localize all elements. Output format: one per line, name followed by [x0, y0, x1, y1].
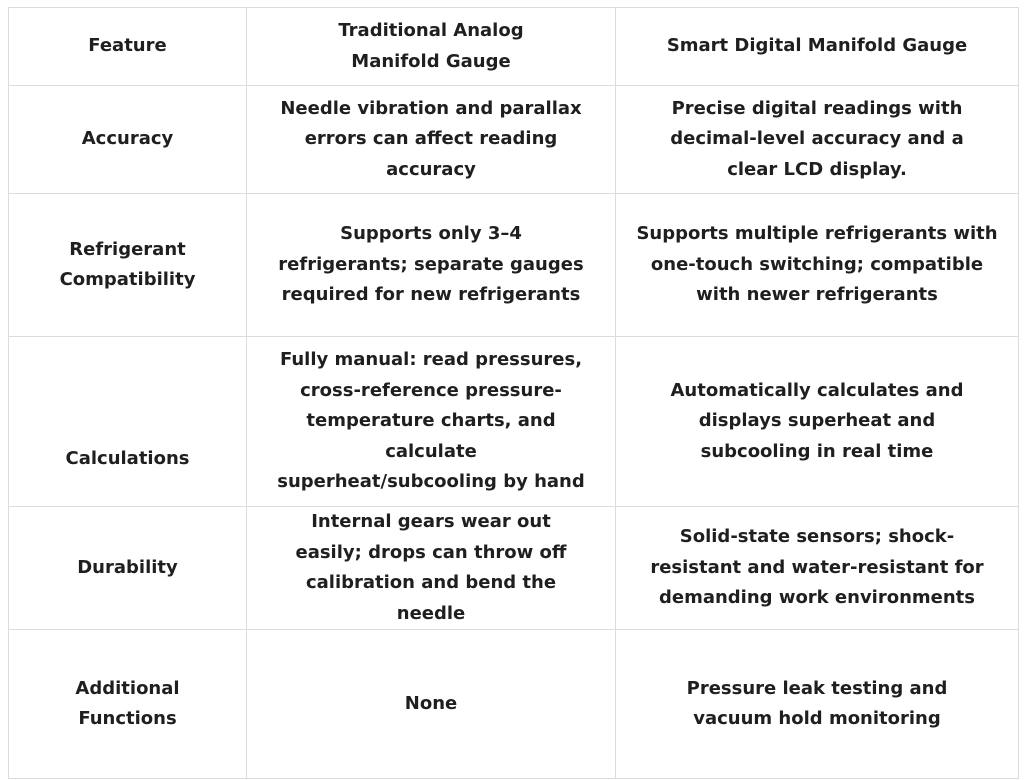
row-feature-label: Additional Functions [9, 630, 247, 779]
row-analog-cell: Supports only 3–4 refrigerants; separate gauges required for new refrigerants [247, 194, 616, 337]
row-analog-cell: None [247, 630, 616, 779]
comparison-table-container [8, 7, 1018, 779]
row-digital-cell: Automatically calculates and displays superheat and subcooling in real time [616, 337, 1019, 507]
row-feature-label: Durability [9, 507, 247, 630]
row-analog-cell: Fully manual: read pressures, cross-reference pressure-temperature charts, and calculate superheat/subcooling by hand [247, 337, 616, 507]
table-row-calculations [9, 337, 1019, 507]
table-row-accuracy [9, 86, 1019, 194]
table-header-row [9, 8, 1019, 86]
header-analog-gauge: Traditional Analog Manifold Gauge [247, 8, 616, 86]
row-feature-label: Calculations [9, 337, 247, 507]
header-feature: Feature [9, 8, 247, 86]
table-row-additional-functions [9, 630, 1019, 779]
row-digital-cell: Solid-state sensors; shock-resistant and water-resistant for demanding work environments [616, 507, 1019, 630]
row-digital-cell: Supports multiple refrigerants with one-touch switching; compatible with newer refrigerants [616, 194, 1019, 337]
row-digital-cell: Pressure leak testing and vacuum hold monitoring [616, 630, 1019, 779]
comparison-table [8, 7, 1019, 779]
row-digital-cell: Precise digital readings with decimal-level accuracy and a clear LCD display. [616, 86, 1019, 194]
row-analog-cell: Needle vibration and parallax errors can affect reading accuracy [247, 86, 616, 194]
row-feature-label: Accuracy [9, 86, 247, 194]
table-row-refrigerant-compatibility [9, 194, 1019, 337]
header-digital-gauge: Smart Digital Manifold Gauge [616, 8, 1019, 86]
row-analog-cell: Internal gears wear out easily; drops can throw off calibration and bend the needle [247, 507, 616, 630]
table-row-durability [9, 507, 1019, 630]
row-feature-label: Refrigerant Compatibility [9, 194, 247, 337]
